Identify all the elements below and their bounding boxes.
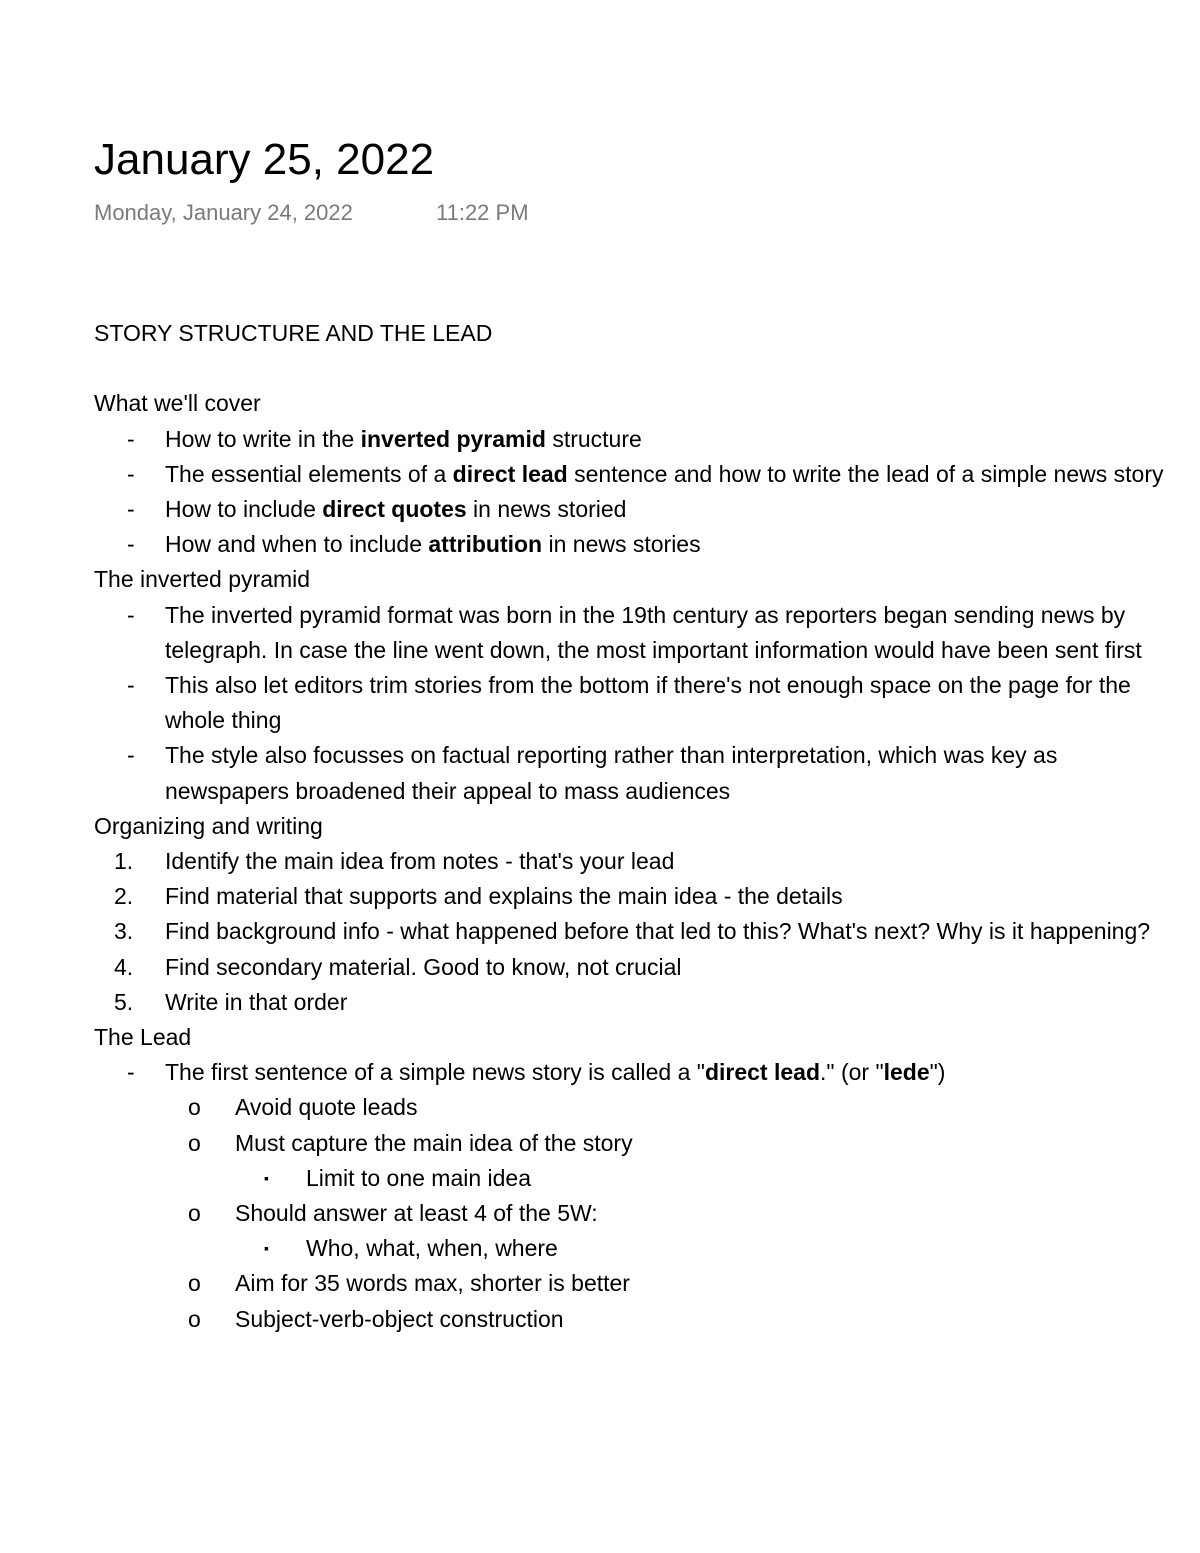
section-heading-pyramid: The inverted pyramid bbox=[94, 566, 311, 593]
list-number: 5. bbox=[114, 988, 134, 1015]
numbered-item: 3. Find background info - what happened before that led to this? What's next? Why is it happening? bbox=[94, 914, 1179, 949]
dash-bullet: - bbox=[127, 460, 135, 487]
dash-bullet: - bbox=[127, 601, 135, 628]
list-item: - The inverted pyramid format was born in the 19th century as reporters began sending news by telegraph. In case the line went down, the most important information would have been sent first bbox=[94, 598, 1179, 668]
numbered-item: 2. Find material that supports and explains the main idea - the details bbox=[94, 879, 1179, 914]
dash-bullet: - bbox=[127, 425, 135, 452]
bold-term: direct quotes bbox=[322, 496, 467, 522]
sub-list-item: o Avoid quote leads bbox=[94, 1090, 1179, 1125]
sub-list-item: o Aim for 35 words max, shorter is better bbox=[94, 1266, 1179, 1301]
sub-sub-list-item: ▪ Who, what, when, where bbox=[94, 1231, 1179, 1266]
circle-bullet: o bbox=[188, 1200, 201, 1227]
circle-bullet: o bbox=[188, 1270, 201, 1297]
list-item: - How to write in the inverted pyramid structure bbox=[94, 422, 1179, 457]
list-item: - The essential elements of a direct lead sentence and how to write the lead of a simple news story bbox=[94, 457, 1179, 492]
bold-term: inverted pyramid bbox=[360, 425, 546, 452]
square-bullet: ▪ bbox=[264, 1169, 269, 1186]
page-time: 11:22 PM bbox=[436, 200, 529, 225]
note-body[interactable] bbox=[94, 316, 1179, 1337]
sub-list-item: o Should answer at least 4 of the 5W: bbox=[94, 1196, 1179, 1231]
dash-bullet: - bbox=[127, 672, 135, 699]
section-heading-cover: What we'll cover bbox=[94, 390, 261, 417]
bold-term: lede bbox=[883, 1059, 930, 1086]
blank-line bbox=[94, 351, 1179, 386]
dash-bullet: - bbox=[127, 496, 135, 522]
list-number: 4. bbox=[114, 953, 134, 980]
list-number: 3. bbox=[114, 918, 134, 945]
section-heading-organizing: Organizing and writing bbox=[94, 812, 323, 839]
sub-list-item: o Must capture the main idea of the story bbox=[94, 1126, 1179, 1161]
page-date: Monday, January 24, 2022 bbox=[94, 200, 353, 225]
circle-bullet: o bbox=[188, 1305, 201, 1332]
circle-bullet: o bbox=[188, 1094, 201, 1121]
bold-term: direct lead bbox=[704, 1059, 820, 1086]
list-item: - The first sentence of a simple news story is called a "direct lead." (or "lede") bbox=[94, 1055, 1179, 1090]
dash-bullet: - bbox=[127, 1059, 135, 1086]
list-item: - The style also focusses on factual reporting rather than interpretation, which was key as newspapers broadened their appeal to mass audiences bbox=[94, 738, 1179, 808]
numbered-item: 4. Find secondary material. Good to know, not crucial bbox=[94, 950, 1179, 985]
numbered-item: 5. Write in that order bbox=[94, 985, 1179, 1020]
list-item: - How to include direct quotes in news storied bbox=[94, 492, 1179, 527]
section-heading-main: STORY STRUCTURE AND THE LEAD bbox=[94, 320, 493, 346]
bold-term: attribution bbox=[428, 531, 543, 558]
page-timestamp bbox=[94, 198, 529, 228]
page-title[interactable]: January 25, 2022 bbox=[94, 135, 435, 184]
list-item: - How and when to include attribution in news stories bbox=[94, 527, 1179, 562]
numbered-item: 1. Identify the main idea from notes - that's your lead bbox=[94, 844, 1179, 879]
section-heading-lead: The Lead bbox=[94, 1024, 192, 1051]
list-number: 1. bbox=[114, 848, 134, 875]
circle-bullet: o bbox=[188, 1129, 201, 1156]
list-number: 2. bbox=[114, 883, 134, 910]
bold-term: direct lead bbox=[452, 460, 568, 487]
sub-list-item: o Subject-verb-object construction bbox=[94, 1302, 1179, 1337]
list-item: - This also let editors trim stories from the bottom if there's not enough space on the page for the whole thing bbox=[94, 668, 1179, 738]
square-bullet: ▪ bbox=[264, 1240, 269, 1257]
dash-bullet: - bbox=[127, 531, 135, 558]
sub-sub-list-item: ▪ Limit to one main idea bbox=[94, 1161, 1179, 1196]
dash-bullet: - bbox=[127, 742, 135, 769]
